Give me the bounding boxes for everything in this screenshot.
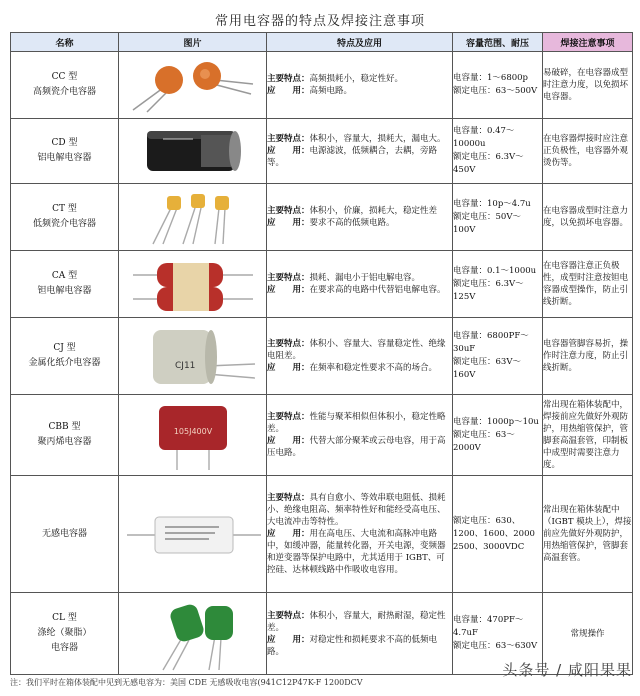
- capacitor-name: CC 型 高频瓷介电容器: [11, 52, 119, 119]
- range-cell: 电容量：1000p～10u 额定电压：63～2000V: [453, 395, 543, 476]
- page-title: 常用电容器的特点及焊接注意事项: [214, 14, 425, 29]
- range-cell: 电容量：1～6800p 额定电压：63～500V: [453, 52, 543, 119]
- solder-note-cell: 常出现在箱体装配中（IGBT 模块上），焊接前应先做好外观防护，用热缩管保护，管脚套高温套管。: [543, 476, 633, 593]
- features-cell: 主要特点：体积小，价廉，损耗大，稳定性差 应 用：要求不高的低频电路。: [267, 184, 453, 251]
- capacitor-image: [119, 52, 267, 119]
- capacitor-image: [119, 119, 267, 184]
- capacitor-image: [119, 395, 267, 476]
- footnote: 注：我们平时在箱体装配中见到无感电容为：美国 CDE 无感吸收电容(941C12P47K-F 1200DCV: [10, 678, 363, 687]
- solder-note-cell: 在电容器焊接时应注意正负极性，电容器外观烫伤等。: [543, 119, 633, 184]
- capacitor-table: [10, 32, 633, 675]
- low-freq-ceramic-capacitor-icon: [123, 186, 263, 248]
- header-features: 特点及应用: [267, 33, 453, 52]
- solder-note-cell: 电容器管脚容易折，操作时注意力度，防止引线折断。: [543, 318, 633, 395]
- range-cell: 电容量：470PF～4.7uF 额定电压：63～630V: [453, 593, 543, 675]
- table-row: [11, 251, 633, 318]
- solder-note-cell: 在电容器成型时注意力度，以免损坏电容器。: [543, 184, 633, 251]
- capacitor-image: [119, 184, 267, 251]
- capacitor-image: [119, 593, 267, 675]
- header-solder-notes: 焊接注意事项: [543, 33, 633, 52]
- solder-note-cell: 常出现在箱体装配中，焊接前应先做好外观防护，用热缩管保护，管脚套高温套管，印制板中成型时需要注意力度。: [543, 395, 633, 476]
- range-cell: 电容量：10p～4.7u 额定电压：50V～100V: [453, 184, 543, 251]
- table-row: [11, 184, 633, 251]
- tantalum-capacitor-icon: [123, 253, 263, 315]
- ceramic-disc-capacitor-icon: [123, 54, 263, 116]
- features-cell: 主要特点：体积小、容量大、容量稳定性、绝缘电阻差。 应 用：在频率和稳定性要求不高的场合。: [267, 318, 453, 395]
- paper-capacitor-icon: [123, 320, 263, 392]
- table-row: [11, 395, 633, 476]
- header-range: 容量范围、耐压: [453, 33, 543, 52]
- solder-note-cell: 易破碎，在电容器成型时注意力度，以免损坏电容器。: [543, 52, 633, 119]
- features-cell: 主要特点：性能与聚苯相似但体积小，稳定性略差。 应 用：代替大部分聚苯或云母电容，用于高压电路。: [267, 395, 453, 476]
- table-row: [11, 52, 633, 119]
- header-name: 名称: [11, 33, 119, 52]
- capacitor-name: CJ 型 金属化纸介电容器: [11, 318, 119, 395]
- cbb-capacitor-marking: 105J400V: [173, 427, 212, 436]
- table-row: [11, 119, 633, 184]
- solder-note-cell: 在电容器注意正负极性，成型时注意按钽电容器成型操作，防止引线折断。: [543, 251, 633, 318]
- non-inductive-capacitor-icon: [123, 499, 263, 569]
- header-image: 图片: [119, 33, 267, 52]
- capacitor-image: [119, 476, 267, 593]
- features-cell: 主要特点：具有自愈小、等效串联电阻低、损耗小、绝缘电阻高、频率特性好和能经受高电压、大电流冲击等特性。 应 用：用在高电压、大电流和高脉冲电路中，如缓冲器，能量转化器，开关电源，变频器和逆变器等保护电路中，尤其适用于 IGBT、可控硅、达林顿线路中作吸收电容用。: [267, 476, 453, 593]
- range-cell: 额定电压：630、1200、1600、2000 2500、3000VDC: [453, 476, 543, 593]
- features-cell: 主要特点：高频损耗小，稳定性好。 应 用：高频电路。: [267, 52, 453, 119]
- table-row: [11, 476, 633, 593]
- features-cell: 主要特点：体积小，容量大，损耗大，漏电大。 应 用：电源滤波，低频耦合，去耦，旁路等。: [267, 119, 453, 184]
- solder-note-cell: 常规操作: [543, 593, 633, 675]
- cbb-film-capacitor-icon: [123, 398, 263, 472]
- range-cell: 电容量：6800PF～30uF 额定电压：63V～160V: [453, 318, 543, 395]
- table-header-row: [11, 33, 633, 52]
- capacitor-name: CBB 型 聚丙烯电容器: [11, 395, 119, 476]
- electrolytic-capacitor-icon: [123, 121, 263, 181]
- range-cell: 电容量：0.1～1000u 额定电压：6.3V～125V: [453, 251, 543, 318]
- polyester-capacitor-icon: [123, 596, 263, 672]
- features-cell: 主要特点：体积小，容量大，耐热耐湿，稳定性差。 应 用：对稳定性和损耗要求不高的低频电路。: [267, 593, 453, 675]
- capacitor-name: 无感电容器: [11, 476, 119, 593]
- capacitor-name: CL 型 涤纶（聚脂） 电容器: [11, 593, 119, 675]
- table-row: [11, 318, 633, 395]
- capacitor-name: CT 型 低频瓷介电容器: [11, 184, 119, 251]
- range-cell: 电容量：0.47～10000u 额定电压：6.3V～450V: [453, 119, 543, 184]
- capacitor-image: [119, 318, 267, 395]
- watermark: 头条号 / 咸阳果果: [502, 661, 632, 679]
- features-cell: 主要特点：损耗、漏电小于铝电解电容。 应 用：在要求高的电路中代替铝电解电容。: [267, 251, 453, 318]
- capacitor-name: CD 型 铝电解电容器: [11, 119, 119, 184]
- capacitor-image: [119, 251, 267, 318]
- paper-capacitor-marking: CJ11: [174, 361, 195, 371]
- capacitor-name: CA 型 钽电解电容器: [11, 251, 119, 318]
